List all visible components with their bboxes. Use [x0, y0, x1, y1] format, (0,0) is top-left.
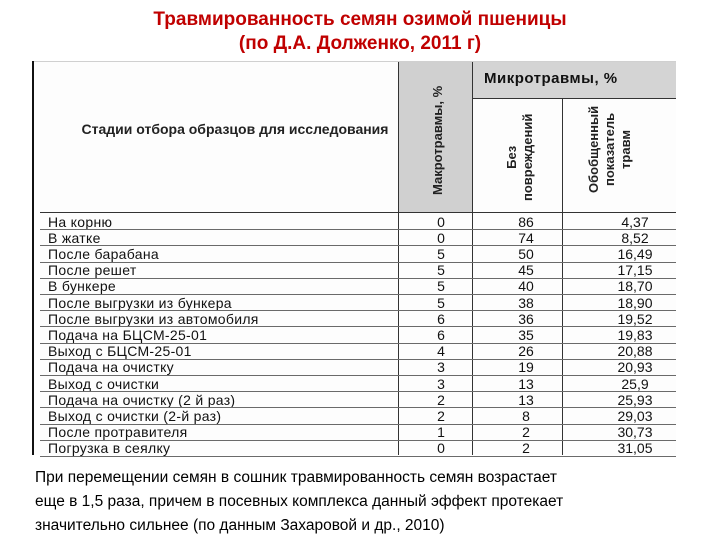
- stage-cell: На корню: [48, 213, 113, 230]
- stage-cell: Подача на очистку: [48, 359, 174, 376]
- general-index-cell: 29,03: [617, 407, 653, 424]
- stage-cell: Подача на БЦСМ-25-01: [48, 326, 208, 343]
- header-micro: Микротравмы, %: [484, 70, 618, 87]
- table-row: [40, 376, 676, 392]
- general-index-cell: 25,9: [621, 375, 649, 392]
- caption-line: значительно сильнее (по данным Захаровой и др., 2010): [35, 517, 445, 534]
- no-damage-cell: 26: [518, 343, 534, 360]
- general-index-cell: 18,70: [617, 278, 653, 295]
- macro-cell: 6: [437, 326, 445, 343]
- header-general-index: [586, 106, 634, 193]
- stage-cell: Погрузка в сеялку: [48, 440, 171, 457]
- macro-cell: 3: [437, 359, 445, 376]
- general-index-cell: 19,52: [617, 310, 653, 327]
- no-damage-cell: 86: [518, 213, 534, 230]
- general-index-cell: 17,15: [617, 262, 653, 279]
- stage-cell: Подача на очистку (2 й раз): [48, 391, 236, 408]
- table-row: [40, 311, 676, 327]
- general-index-cell: 4,37: [621, 213, 649, 230]
- table-row: [40, 440, 676, 456]
- stage-cell: После выгрузки из автомобиля: [48, 310, 259, 327]
- table-row: [40, 278, 676, 294]
- macro-cell: 5: [437, 262, 445, 279]
- macro-cell: 5: [437, 294, 445, 311]
- no-damage-cell: 19: [518, 359, 534, 376]
- header-stages: Стадии отбора образцов для исследования: [81, 121, 389, 137]
- table-row: [40, 392, 676, 408]
- macro-cell: 3: [437, 375, 445, 392]
- stage-cell: После решет: [48, 262, 137, 279]
- table-row: [40, 327, 676, 343]
- table-left-border: [32, 61, 34, 455]
- stage-cell: В жатке: [48, 229, 101, 246]
- macro-cell: 2: [437, 391, 445, 408]
- no-damage-cell: 38: [518, 294, 534, 311]
- header-no-damage-l2: повреждений: [520, 113, 535, 201]
- no-damage-cell: 40: [518, 278, 534, 295]
- no-damage-cell: 8: [522, 407, 530, 424]
- table-row: [40, 262, 676, 278]
- header-no-damage-l1: Без: [504, 145, 519, 169]
- stage-cell: Выход с очистки: [48, 375, 160, 392]
- macro-cell: 1: [437, 424, 445, 441]
- table-row: [40, 230, 676, 246]
- table-row: [40, 408, 676, 424]
- caption-line: При перемещении семян в сошник травмированность семян возрастает: [35, 469, 557, 486]
- stage-cell: После барабана: [48, 245, 159, 262]
- header-general-l3: травм: [618, 129, 633, 169]
- general-index-cell: 31,05: [617, 440, 653, 457]
- macro-cell: 0: [437, 440, 445, 457]
- macro-cell: 4: [437, 343, 445, 360]
- stage-cell: В бункере: [48, 278, 117, 295]
- table-row: [40, 424, 676, 440]
- no-damage-cell: 2: [522, 424, 530, 441]
- no-damage-cell: 2: [522, 440, 530, 457]
- no-damage-cell: 74: [518, 229, 534, 246]
- no-damage-cell: 36: [518, 310, 534, 327]
- injury-table: [32, 61, 676, 455]
- general-index-cell: 20,93: [617, 359, 653, 376]
- general-index-cell: 30,73: [617, 424, 653, 441]
- macro-cell: 0: [437, 213, 445, 230]
- stage-cell: После протравителя: [48, 424, 188, 441]
- caption-text: [35, 466, 695, 538]
- table-row: [40, 246, 676, 262]
- general-index-cell: 16,49: [617, 245, 653, 262]
- stage-cell: После выгрузки из бункера: [48, 294, 232, 311]
- macro-cell: 2: [437, 407, 445, 424]
- table-row: [40, 343, 676, 359]
- general-index-cell: 25,93: [617, 391, 653, 408]
- macro-cell: 0: [437, 229, 445, 246]
- macro-cell: 6: [437, 310, 445, 327]
- page-subtitle: (по Д.А. Долженко, 2011 г): [238, 33, 482, 54]
- header-macro: Макротравмы, %: [430, 85, 445, 195]
- stage-cell: Выход с очистки (2-й раз): [48, 407, 222, 424]
- row-divider: [40, 456, 676, 457]
- micro-header-divider: [472, 98, 676, 99]
- no-damage-cell: 35: [518, 326, 534, 343]
- header-general-l1: Обобщенный: [586, 105, 601, 193]
- caption-line: еще в 1,5 раза, причем в посевных комплекса данный эффект протекает: [35, 493, 564, 510]
- general-index-cell: 18,90: [617, 294, 653, 311]
- page-title: Травмированность семян озимой пшеницы: [153, 9, 567, 30]
- no-damage-cell: 45: [518, 262, 534, 279]
- stage-cell: Выход с БЦСМ-25-01: [48, 343, 192, 360]
- header-no-damage: [504, 114, 536, 201]
- general-index-cell: 8,52: [621, 229, 649, 246]
- macro-cell: 5: [437, 245, 445, 262]
- header-general-l2: показатель: [602, 112, 617, 186]
- table-row: [40, 214, 676, 230]
- no-damage-cell: 13: [518, 375, 534, 392]
- table-row: [40, 295, 676, 311]
- no-damage-cell: 13: [518, 391, 534, 408]
- general-index-cell: 20,88: [617, 343, 653, 360]
- general-index-cell: 19,83: [617, 326, 653, 343]
- table-row: [40, 359, 676, 375]
- macro-cell: 5: [437, 278, 445, 295]
- no-damage-cell: 50: [518, 245, 534, 262]
